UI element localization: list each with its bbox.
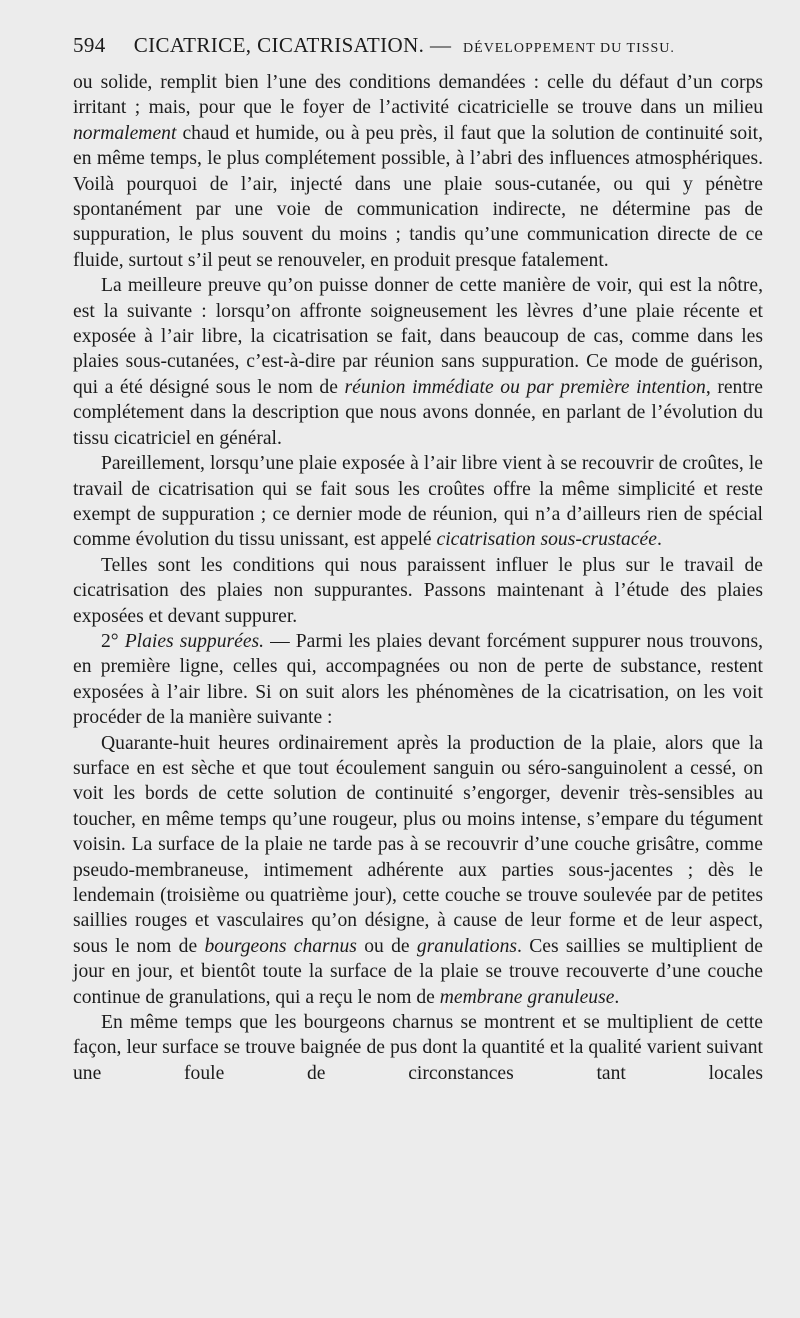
paragraph — [73, 731, 763, 1010]
text-run: ou solide, remplit bien l’une des conditions demandées : celle du défaut d’un corps irritant ; mais, pour que le foyer de l’activité cicatricielle se trouve dans un milieu — [73, 72, 763, 119]
text-run: , rentre complétement dans la description que nous avons donnée, en parlant de l’évolution du tissu cicatriciel en général. — [73, 376, 764, 449]
running-subtitle: DÉVELOPPEMENT DU TISSU. — [463, 41, 675, 56]
paragraph — [73, 273, 763, 451]
text-run: ou de — [356, 935, 417, 957]
text-run: En même temps que les bourgeons charnus se montrent et se multiplient de cette façon, leur surface se trouve baignée de pus dont la quantité et la qualité varient suivant une foule de circonstances tant locales — [73, 1012, 763, 1084]
text-run: La meilleure preuve qu’on puisse donner de cette manière de voir, qui est la nôtre, est la suivante : lorsqu’on affronte soigneusement les lèvres d’une plaie récente et exposée à l’air libre, la cicatrisation se fait, dans beaucoup de cas, comme dans les plaies sous-cutanées, c’est-à-dire par réunion sans suppuration. Ce mode de guérison, qui a été désigné sous le nom de — [73, 275, 763, 398]
italic-run: granulations — [416, 935, 518, 957]
paragraph — [73, 1010, 763, 1086]
paragraph — [73, 629, 763, 731]
text-run: . Ces saillies se multiplient de jour en jour, et bientôt toute la surface de la plaie se trouve recouverte d’une couche continue de granulations, qui a reçu le nom de — [73, 935, 763, 1008]
text-run: Quarante-huit heures ordinairement après la production de la plaie, alors que la surface en est sèche et que tout écoulement sanguin ou séro-sanguinolent a cessé, on voit les bords de cette solution de continuité s’engorger, devenir très-sensibles au toucher, en même temps qu’une rougeur, plus ou moins intense, s’empare du tégument voisin. La surface de la plaie ne tarde pas à se recouvrir d’une couche grisâtre, comme pseudo-membraneuse, intimement adhérente aux parties sous-jacentes ; dès le lendemain (troisième ou quatrième jour), cette couche se trouve soulevée par de petites saillies rouges et vasculaires qu’on désigne, à cause de leur forme et de leur aspect, sous le nom de — [73, 732, 763, 957]
paragraph — [73, 553, 763, 629]
text-run: chaud et humide, ou à peu près, il faut que la solution de continuité soit, en même temps, le plus complétement possible, à l’abri des influences atmosphériques. Voilà pourquoi de l’air, injecté dans une plaie sous-cutanée, ou qui y pénètre spontanément par une voie de communication indirecte, ne détermine pas de suppuration, le plus souvent du moins ; tandis qu’une communication directe de ce fluide, surtout s’il peut se renouveler, en produit presque fatalement. — [73, 122, 763, 271]
paragraph — [73, 70, 763, 273]
running-header — [73, 33, 763, 58]
paragraph — [73, 451, 763, 553]
italic-run: bourgeons charnus — [204, 935, 357, 957]
header-dash: — — [429, 33, 452, 57]
text-run: . — [656, 529, 662, 551]
running-title: CICATRICE, CICATRISATION. — [133, 33, 425, 57]
italic-run: normalement — [73, 122, 177, 144]
italic-run: cicatrisation sous-crustacée — [436, 529, 657, 551]
text-run: — Parmi les plaies devant forcément suppurer nous trouvons, en première ligne, celles qui, accompagnées ou non de perte de substance, restent exposées à l’air libre. Si on suit alors les phénomènes de la cicatrisation, on les voit procéder de la manière suivante : — [73, 630, 764, 729]
text-run: Telles sont les conditions qui nous paraissent influer le plus sur le travail de cicatrisation des plaies non suppurantes. Passons maintenant à l’étude des plaies exposées et devant suppurer. — [73, 554, 763, 627]
text-run: 2° — [101, 630, 125, 652]
italic-run: membrane granuleuse — [439, 986, 615, 1008]
body-text — [73, 70, 763, 1086]
text-run: Pareillement, lorsqu’une plaie exposée à l’air libre vient à se recouvrir de croûtes, le travail de cicatrisation qui se fait sous les croûtes offre la même simplicité et reste exempt de suppuration ; ce dernier mode de réunion, qui n’a d’ailleurs rien de spécial comme évolution du tissu unissant, est appelé — [73, 453, 763, 551]
italic-run: Plaies suppurées. — [124, 630, 265, 652]
text-run: . — [614, 986, 620, 1008]
page-number: 594 — [73, 33, 106, 57]
italic-run: réunion immédiate ou par première intention — [344, 376, 706, 398]
